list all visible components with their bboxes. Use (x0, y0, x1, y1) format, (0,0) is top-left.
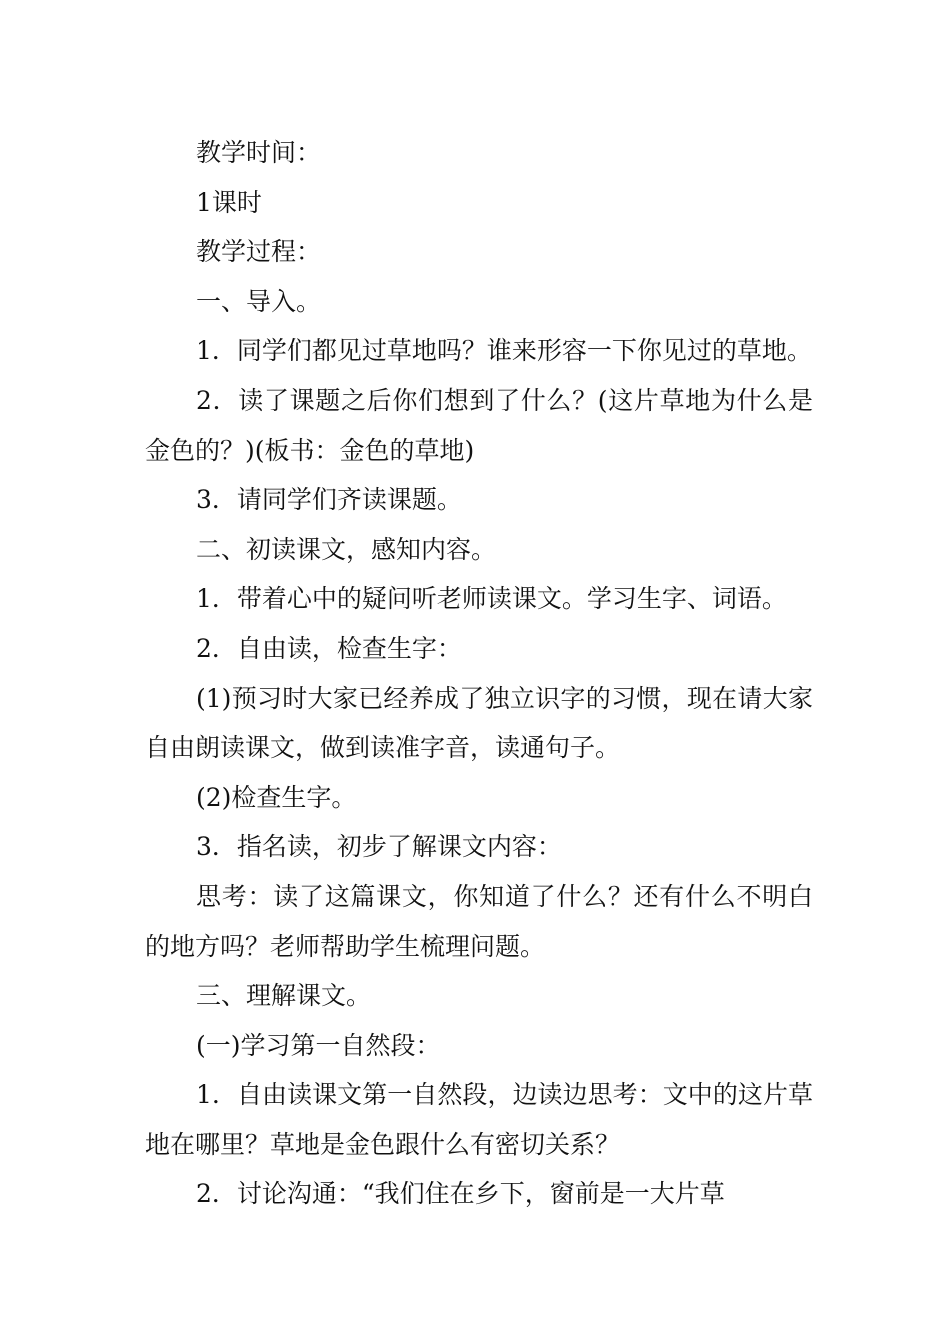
document-body (145, 128, 813, 1219)
paragraph-section-understanding: 三、理解课文。 (196, 981, 372, 1011)
paragraph-section-intro: 一、导入。 (196, 286, 322, 316)
paragraph-subsection-first-paragraph: (一)学习第一自然段： (196, 1030, 441, 1060)
paragraph-reading-item-3: 3．指名读，初步了解课文内容： (196, 832, 562, 862)
paragraph-teaching-time-value: 1课时 (196, 187, 262, 217)
paragraph-understanding-item-2: 2．讨论沟通：“我们住在乡下，窗前是一大片草 (196, 1179, 725, 1209)
paragraph-reading-item-1: 1．带着心中的疑问听老师读课文。学习生字、词语。 (196, 584, 787, 614)
paragraph-intro-item-3: 3．请同学们齐读课题。 (196, 485, 462, 515)
paragraph-understanding-item-1: 1．自由读课文第一自然段，边读边思考：文中的这片草地在哪里？草地是金色跟什么有密切关系？ (145, 1080, 813, 1159)
paragraph-section-first-reading: 二、初读课文，感知内容。 (196, 534, 497, 564)
paragraph-intro-item-2: 2．读了课题之后你们想到了什么？(这片草地为什么是金色的？)(板书：金色的草地) (145, 385, 813, 465)
paragraph-teaching-process-heading: 教学过程： (196, 237, 322, 267)
paragraph-thinking-question: 思考：读了这篇课文，你知道了什么？还有什么不明白的地方吗？老师帮助学生梳理问题。 (145, 881, 813, 961)
paragraph-teaching-time-heading: 教学时间： (196, 138, 322, 167)
paragraph-reading-subitem-2: (2)检查生字。 (196, 782, 357, 812)
paragraph-intro-item-1: 1．同学们都见过草地吗？谁来形容一下你见过的草地。 (196, 336, 812, 366)
paragraph-reading-subitem-1: (1)预习时大家已经养成了独立识字的习惯，现在请大家自由朗读课文，做到读准字音，读通句子。 (145, 683, 813, 763)
paragraph-reading-item-2: 2．自由读，检查生字： (196, 633, 462, 663)
